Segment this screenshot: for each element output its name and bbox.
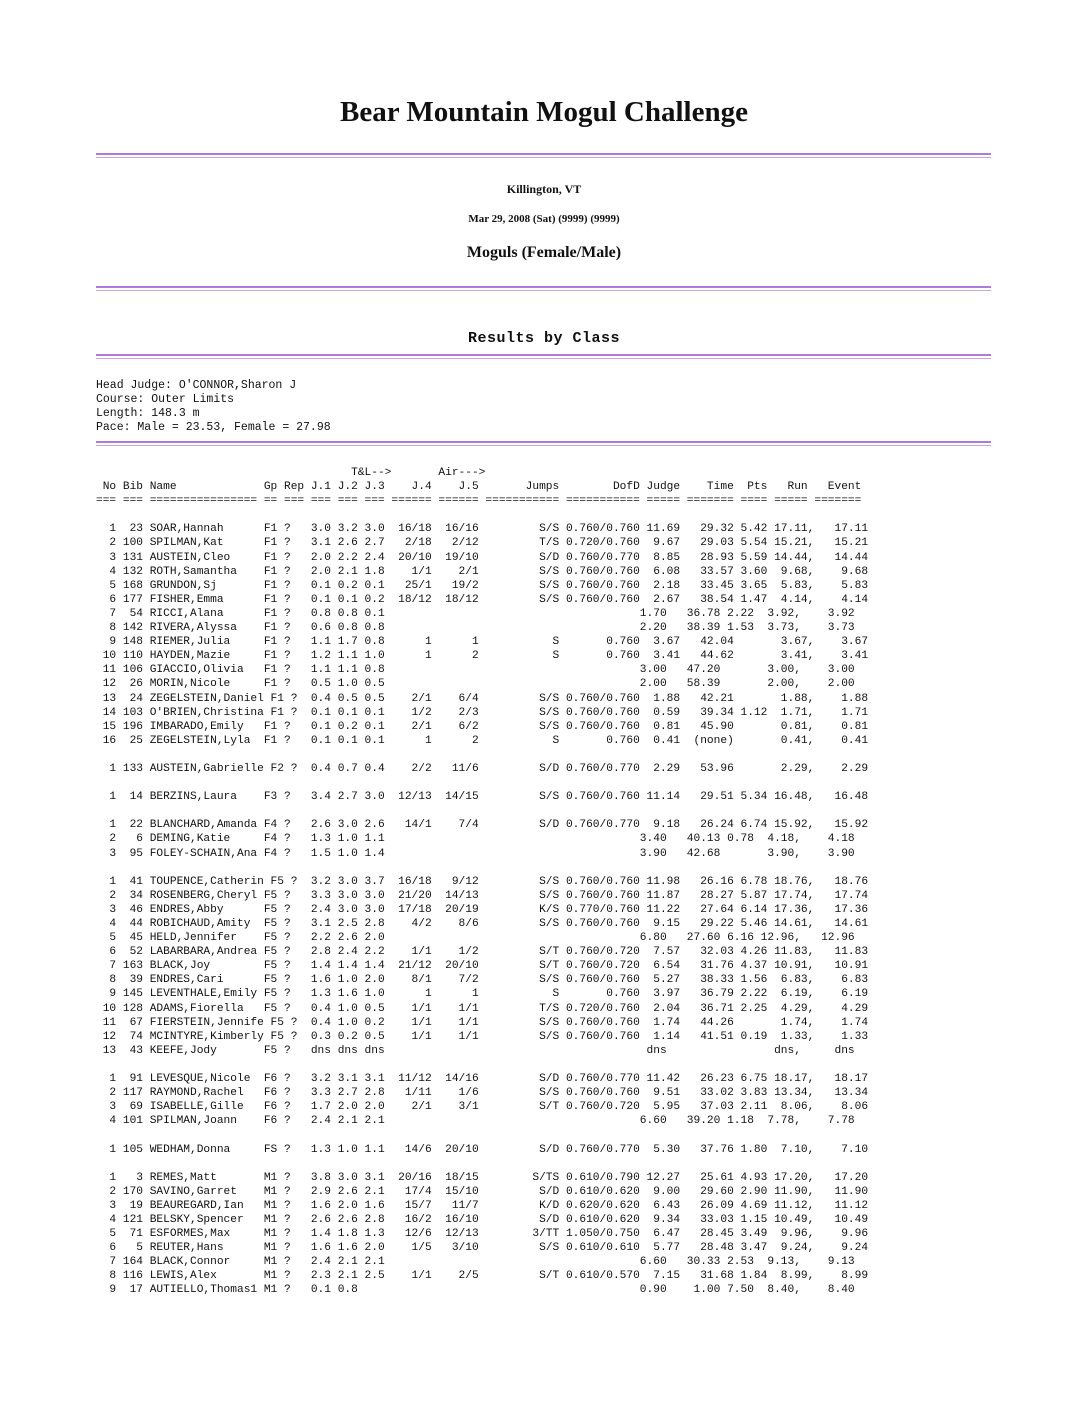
table-row: 2 170 SAVINO,Garret M1 ? 2.9 2.6 2.1 17/4 15/10 S/D 0.610/0.620 9.00 29.60 2.90 11.90, 11.90 (96, 1185, 869, 1198)
table-row: 10 110 HAYDEN,Mazie F1 ? 1.2 1.1 1.0 1 2 S 0.760 3.41 44.62 3.41, 3.41 (96, 650, 869, 663)
table-row: 9 145 LEVENTHALE,Emily F5 ? 1.3 1.6 1.0 1 1 S 0.760 3.97 36.79 2.22 6.19, 6.19 (96, 988, 869, 1001)
course-name: Course: Outer Limits (96, 393, 235, 406)
table-row: 1 3 REMES,Matt M1 ? 3.8 3.0 3.1 20/16 18/15 S/TS 0.610/0.790 12.27 25.61 4.93 17.20, 17.20 (96, 1171, 869, 1184)
table-row: 1 22 BLANCHARD,Amanda F4 ? 2.6 3.0 2.6 14/1 7/4 S/D 0.760/0.770 9.18 26.24 6.74 15.92, 15.92 (96, 819, 869, 832)
table-row: 4 121 BELSKY,Spencer M1 ? 2.6 2.6 2.8 16/2 16/10 S/D 0.610/0.620 9.34 33.03 1.15 10.49, 10.49 (96, 1213, 869, 1226)
table-row: 2 34 ROSENBERG,Cheryl F5 ? 3.3 3.0 3.0 21/20 14/13 S/S 0.760/0.760 11.87 28.27 5.87 17.74, 17.74 (96, 889, 869, 902)
table-row: 15 196 IMBARADO,Emily F1 ? 0.1 0.2 0.1 2/1 6/2 S/S 0.760/0.760 0.81 45.90 0.81, 0.81 (96, 720, 869, 733)
table-row: 2 6 DEMING,Katie F4 ? 1.3 1.0 1.1 3.40 40.13 0.78 4.18, 4.18 (96, 833, 855, 846)
table-row: 11 67 FIERSTEIN,Jennife F5 ? 0.4 1.0 0.2 1/1 1/1 S/S 0.760/0.760 1.74 44.26 1.74, 1.74 (96, 1016, 869, 1029)
table-row: 13 43 KEEFE,Jody F5 ? dns dns dns dns dns, dns (96, 1044, 855, 1057)
table-row: 14 103 O'BRIEN,Christina F1 ? 0.1 0.1 0.1 1/2 2/3 S/S 0.760/0.760 0.59 39.34 1.12 1.71, 1.71 (96, 706, 869, 719)
spacer (96, 1058, 868, 1072)
table-row: 8 142 RIVERA,Alyssa F1 ? 0.6 0.8 0.8 2.20 38.39 1.53 3.73, 3.73 (96, 622, 855, 635)
table-row: 2 117 RAYMOND,Rachel F6 ? 3.3 2.7 2.8 1/11 1/6 S/S 0.760/0.760 9.51 33.02 3.83 13.34, 13.34 (96, 1087, 869, 1100)
course-length: Length: 148.3 m (96, 407, 200, 420)
event-name: Moguls (Female/Male) (466, 244, 622, 261)
table-row: 1 133 AUSTEIN,Gabrielle F2 ? 0.4 0.7 0.4 2/2 11/6 S/D 0.760/0.770 2.29 53.96 2.29, 2.29 (96, 762, 869, 775)
table-row: 6 177 FISHER,Emma F1 ? 0.1 0.1 0.2 18/12 18/12 S/S 0.760/0.760 2.67 38.54 1.47 4.14, 4.14 (96, 593, 869, 606)
table-row: 7 164 BLACK,Connor M1 ? 2.4 2.1 2.1 6.60 30.33 2.53 9.13, 9.13 (96, 1256, 855, 1269)
table-row: 5 168 GRUNDON,Sj F1 ? 0.1 0.2 0.1 25/1 19/2 S/S 0.760/0.760 2.18 33.45 3.65 5.83, 5.83 (96, 579, 869, 592)
table-row: 3 46 ENDRES,Abby F5 ? 2.4 3.0 3.0 17/18 20/19 K/S 0.770/0.760 11.22 27.64 6.14 17.36, 17.36 (96, 903, 869, 916)
table-row: 1 14 BERZINS,Laura F3 ? 3.4 2.7 3.0 12/13 14/15 S/S 0.760/0.760 11.14 29.51 5.34 16.48, 16.48 (96, 791, 869, 804)
spacer (96, 1128, 868, 1142)
table-row: 10 128 ADAMS,Fiorella F5 ? 0.4 1.0 0.5 1/1 1/1 T/S 0.720/0.760 2.04 36.71 2.25 4.29, 4.29 (96, 1002, 869, 1015)
table-row: 12 26 MORIN,Nicole F1 ? 0.5 1.0 0.5 2.00 58.39 2.00, 2.00 (96, 678, 855, 691)
location: Killington, VT (506, 182, 582, 196)
table-row: 4 44 ROBICHAUD,Amity F5 ? 3.1 2.5 2.8 4/2 8/6 S/S 0.760/0.760 9.15 29.22 5.46 14.61, 14.61 (96, 918, 869, 930)
table-row: 1 23 SOAR,Hannah F1 ? 3.0 3.2 3.0 16/18 16/16 S/S 0.760/0.760 11.69 29.32 5.42 17.11, 17.11 (96, 523, 869, 536)
table-row: 12 74 MCINTYRE,Kimberly F5 ? 0.3 0.2 0.5 1/1 1/1 S/S 0.760/0.760 1.14 41.51 0.19 1.33, 1.33 (96, 1030, 869, 1043)
table-row: 1 41 TOUPENCE,Catherin F5 ? 3.2 3.0 3.7 16/18 9/12 S/S 0.760/0.760 11.98 26.16 6.78 18.76, 18.76 (96, 875, 869, 888)
table-row: 3 95 FOLEY-SCHAIN,Ana F4 ? 1.5 1.0 1.4 3.90 42.68 3.90, 3.90 (96, 847, 855, 860)
spacer (96, 776, 868, 790)
table-row: 8 116 LEWIS,Alex M1 ? 2.3 2.1 2.5 1/1 2/5 S/T 0.610/0.570 7.15 31.68 1.84 8.99, 8.99 (96, 1270, 869, 1283)
table-row: 4 132 ROTH,Samantha F1 ? 2.0 2.1 1.8 1/1 2/1 S/S 0.760/0.760 6.08 33.57 3.60 9.68, 9.68 (96, 565, 869, 578)
table-header-row: T&L--> Air---> (96, 467, 486, 479)
table-row: 9 17 AUTIELLO,Thomas1 M1 ? 0.1 0.8 0.90 1.00 7.50 8.40, 8.40 (96, 1284, 855, 1297)
table-row: 3 69 ISABELLE,Gille F6 ? 1.7 2.0 2.0 2/1 3/1 S/T 0.760/0.720 5.95 37.03 2.11 8.06, 8.06 (96, 1101, 869, 1114)
page-title: Bear Mountain Mogul Challenge (340, 96, 748, 128)
table-row: 16 25 ZEGELSTEIN,Lyla F1 ? 0.1 0.1 0.1 1 2 S 0.760 0.41 (none) 0.41, 0.41 (96, 734, 869, 747)
spacer (96, 748, 868, 762)
divider (96, 354, 991, 359)
spacer (96, 1157, 868, 1171)
table-row: 5 71 ESFORMES,Max M1 ? 1.4 1.8 1.3 12/6 12/13 3/TT 1.050/0.750 6.47 28.45 3.49 9.96, 9.96 (96, 1228, 869, 1241)
table-row: 3 19 BEAUREGARD,Ian M1 ? 1.6 2.0 1.6 15/7 11/7 K/D 0.620/0.620 6.43 26.09 4.69 11.12, 11.12 (96, 1199, 869, 1212)
results-heading: Results by Class (467, 330, 621, 347)
table-row: 1 105 WEDHAM,Donna FS ? 1.3 1.0 1.1 14/6 20/10 S/D 0.760/0.770 5.30 37.76 1.80 7.10, 7.10 (96, 1143, 869, 1156)
table-header-rule: === === ================ == === === === === ====== ====== =========== =========== ===== ======= ==== ===== ======= (96, 495, 862, 508)
table-row: 7 163 BLACK,Joy F5 ? 1.4 1.4 1.4 21/12 20/10 S/T 0.760/0.720 6.54 31.76 4.37 10.91, 10.91 (96, 960, 869, 973)
divider (96, 153, 991, 158)
event-date: Mar 29, 2008 (Sat) (9999) (9999) (468, 213, 620, 225)
divider (96, 286, 991, 291)
spacer (96, 508, 868, 522)
head-judge: Head Judge: O'CONNOR,Sharon J (96, 379, 297, 392)
table-row: 2 100 SPILMAN,Kat F1 ? 3.1 2.6 2.7 2/18 2/12 T/S 0.720/0.760 9.67 29.03 5.54 15.21, 15.21 (96, 537, 869, 550)
table-row: 1 91 LEVESQUE,Nicole F6 ? 3.2 3.1 3.1 11/12 14/16 S/D 0.760/0.770 11.42 26.23 6.75 18.17, 18.17 (96, 1073, 869, 1086)
table-row: 3 131 AUSTEIN,Cleo F1 ? 2.0 2.2 2.4 20/10 19/10 S/D 0.760/0.770 8.85 28.93 5.59 14.44, 14.44 (96, 551, 869, 564)
pace: Pace: Male = 23.53, Female = 27.98 (96, 421, 331, 434)
table-row: 6 52 LABARBARA,Andrea F5 ? 2.8 2.4 2.2 1/1 1/2 S/T 0.760/0.720 7.57 32.03 4.26 11.83, 11.83 (96, 946, 869, 959)
results-table (96, 466, 868, 1298)
table-header-row: No Bib Name Gp Rep J.1 J.2 J.3 J.4 J.5 Jumps DofD Judge Time Pts Run Event (96, 481, 862, 494)
table-row: 13 24 ZEGELSTEIN,Daniel F1 ? 0.4 0.5 0.5 2/1 6/4 S/S 0.760/0.760 1.88 42.21 1.88, 1.88 (96, 692, 869, 705)
spacer (96, 861, 868, 875)
table-row: 6 5 REUTER,Hans M1 ? 1.6 1.6 2.0 1/5 3/10 S/S 0.610/0.610 5.77 28.48 3.47 9.24, 9.24 (96, 1242, 869, 1255)
table-row: 9 148 RIEMER,Julia F1 ? 1.1 1.7 0.8 1 1 S 0.760 3.67 42.04 3.67, 3.67 (96, 636, 869, 649)
table-row: 11 106 GIACCIO,Olivia F1 ? 1.1 1.1 0.8 3.00 47.20 3.00, 3.00 (96, 664, 855, 677)
table-row: 7 54 RICCI,Alana F1 ? 0.8 0.8 0.1 1.70 36.78 2.22 3.92, 3.92 (96, 607, 855, 620)
table-row: 8 39 ENDRES,Cari F5 ? 1.6 1.0 2.0 8/1 7/2 S/S 0.760/0.760 5.27 38.33 1.56 6.83, 6.83 (96, 974, 869, 987)
table-row: 4 101 SPILMAN,Joann F6 ? 2.4 2.1 2.1 6.60 39.20 1.18 7.78, 7.78 (96, 1115, 855, 1128)
divider (96, 441, 991, 446)
course-info (96, 379, 331, 435)
spacer (96, 804, 868, 818)
table-row: 5 45 HELD,Jennifer F5 ? 2.2 2.6 2.0 6.80 27.60 6.16 12.96, 12.96 (96, 932, 855, 945)
